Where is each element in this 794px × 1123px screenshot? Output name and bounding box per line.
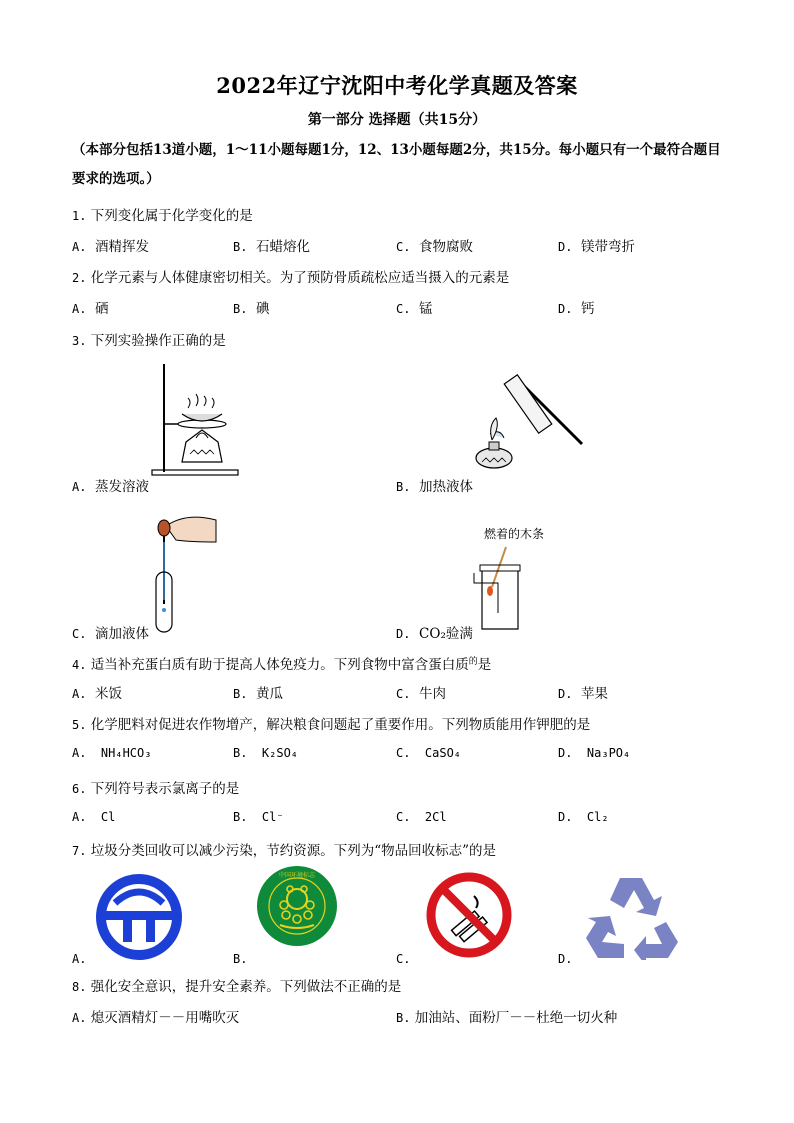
option-4d[interactable]: D. 苹果 — [558, 686, 609, 702]
option-3c[interactable]: C. 滴加液体 — [72, 626, 150, 642]
option-4a[interactable]: A. 米饭 — [72, 686, 123, 702]
option-6a[interactable]: A. Cl — [72, 810, 116, 824]
option-2d[interactable]: D. 钙 — [558, 301, 595, 317]
option-7a[interactable]: A. — [72, 952, 87, 966]
burning-stick-note: 燃着的木条 — [484, 527, 545, 541]
recycle-symbol-icon[interactable] — [584, 872, 680, 960]
option-3d[interactable]: D. CO₂验满 — [396, 626, 473, 642]
option-5b[interactable]: B. K₂SO₄ — [233, 746, 299, 760]
question-3: 3. 下列实验操作正确的是 — [72, 333, 226, 349]
question-6: 6. 下列符号表示氯离子的是 — [72, 781, 240, 797]
option-2a[interactable]: A. 硒 — [72, 301, 109, 317]
question-number: 1. — [72, 209, 87, 223]
option-5c[interactable]: C. CaSO₄ — [396, 746, 462, 760]
dropping-liquid-figure — [148, 512, 218, 634]
option-6c[interactable]: C. 2Cl — [396, 810, 447, 824]
option-5d[interactable]: D. Na₃PO₄ — [558, 746, 631, 760]
option-8b[interactable]: B. 加油站、面粉厂－－杜绝一切火种 — [396, 1010, 618, 1026]
option-7b[interactable]: B. — [233, 952, 248, 966]
option-6d[interactable]: D. Cl₂ — [558, 810, 609, 824]
option-7d[interactable]: D. — [558, 952, 573, 966]
question-stem: 下列变化属于化学变化的是 — [90, 208, 253, 224]
option-2c[interactable]: C. 锰 — [396, 301, 433, 317]
option-4c[interactable]: C. 牛肉 — [396, 686, 447, 702]
question-8: 8. 强化安全意识，提升安全素养。下列做法不正确的是 — [72, 979, 402, 995]
option-1a[interactable]: A. 酒精挥发 — [72, 239, 150, 255]
question-1 — [72, 204, 253, 224]
china-environmental-label-icon[interactable] — [256, 865, 338, 947]
co2-check-figure — [470, 543, 530, 631]
option-2b[interactable]: B. 碘 — [233, 301, 270, 317]
blue-circle-logo-icon[interactable] — [95, 873, 183, 961]
option-4b[interactable]: B. 黄瓜 — [233, 686, 284, 702]
page-title: 2022年辽宁沈阳中考化学真题及答案 — [216, 73, 578, 98]
option-1c[interactable]: C. 食物腐败 — [396, 239, 474, 255]
option-8a[interactable]: A. 熄灭酒精灯－－用嘴吹灭 — [72, 1010, 240, 1026]
option-5a[interactable]: A. NH₄HCO₃ — [72, 746, 152, 760]
evaporation-apparatus-figure — [150, 362, 240, 477]
question-4: 4. 适当补充蛋白质有助于提高人体免疫力。下列食物中富含蛋白质$^的$是 — [72, 657, 492, 673]
question-7: 7. 垃圾分类回收可以减少污染，节约资源。下列为“物品回收标志”的是 — [72, 843, 497, 859]
option-1b[interactable]: B. 石蜡熔化 — [233, 239, 311, 255]
option-7c[interactable]: C. — [396, 952, 411, 966]
option-6b[interactable]: B. Cl⁻ — [233, 810, 284, 824]
option-3a[interactable]: A. 蒸发溶液 — [72, 479, 150, 495]
section-instructions: （本部分包括13道小题，1～11小题每题1分，12、13小题每题2分，共15分。每小题只有一个最符合题目要求的选项。） — [72, 142, 721, 187]
option-3b[interactable]: B. 加热液体 — [396, 479, 474, 495]
no-smoking-sign-icon[interactable] — [424, 870, 514, 960]
svg-text:中国环境标志: 中国环境标志 — [278, 872, 316, 879]
option-1d[interactable]: D. 镁带弯折 — [558, 239, 636, 255]
section-title: 第一部分 选择题（共15分） — [307, 112, 487, 128]
heating-liquid-figure — [470, 372, 590, 477]
question-2: 2. 化学元素与人体健康密切相关。为了预防骨质疏松应适当摄入的元素是 — [72, 270, 510, 286]
question-5: 5. 化学肥料对促进农作物增产，解决粮食问题起了重要作用。下列物质能用作钾肥的是 — [72, 717, 591, 733]
